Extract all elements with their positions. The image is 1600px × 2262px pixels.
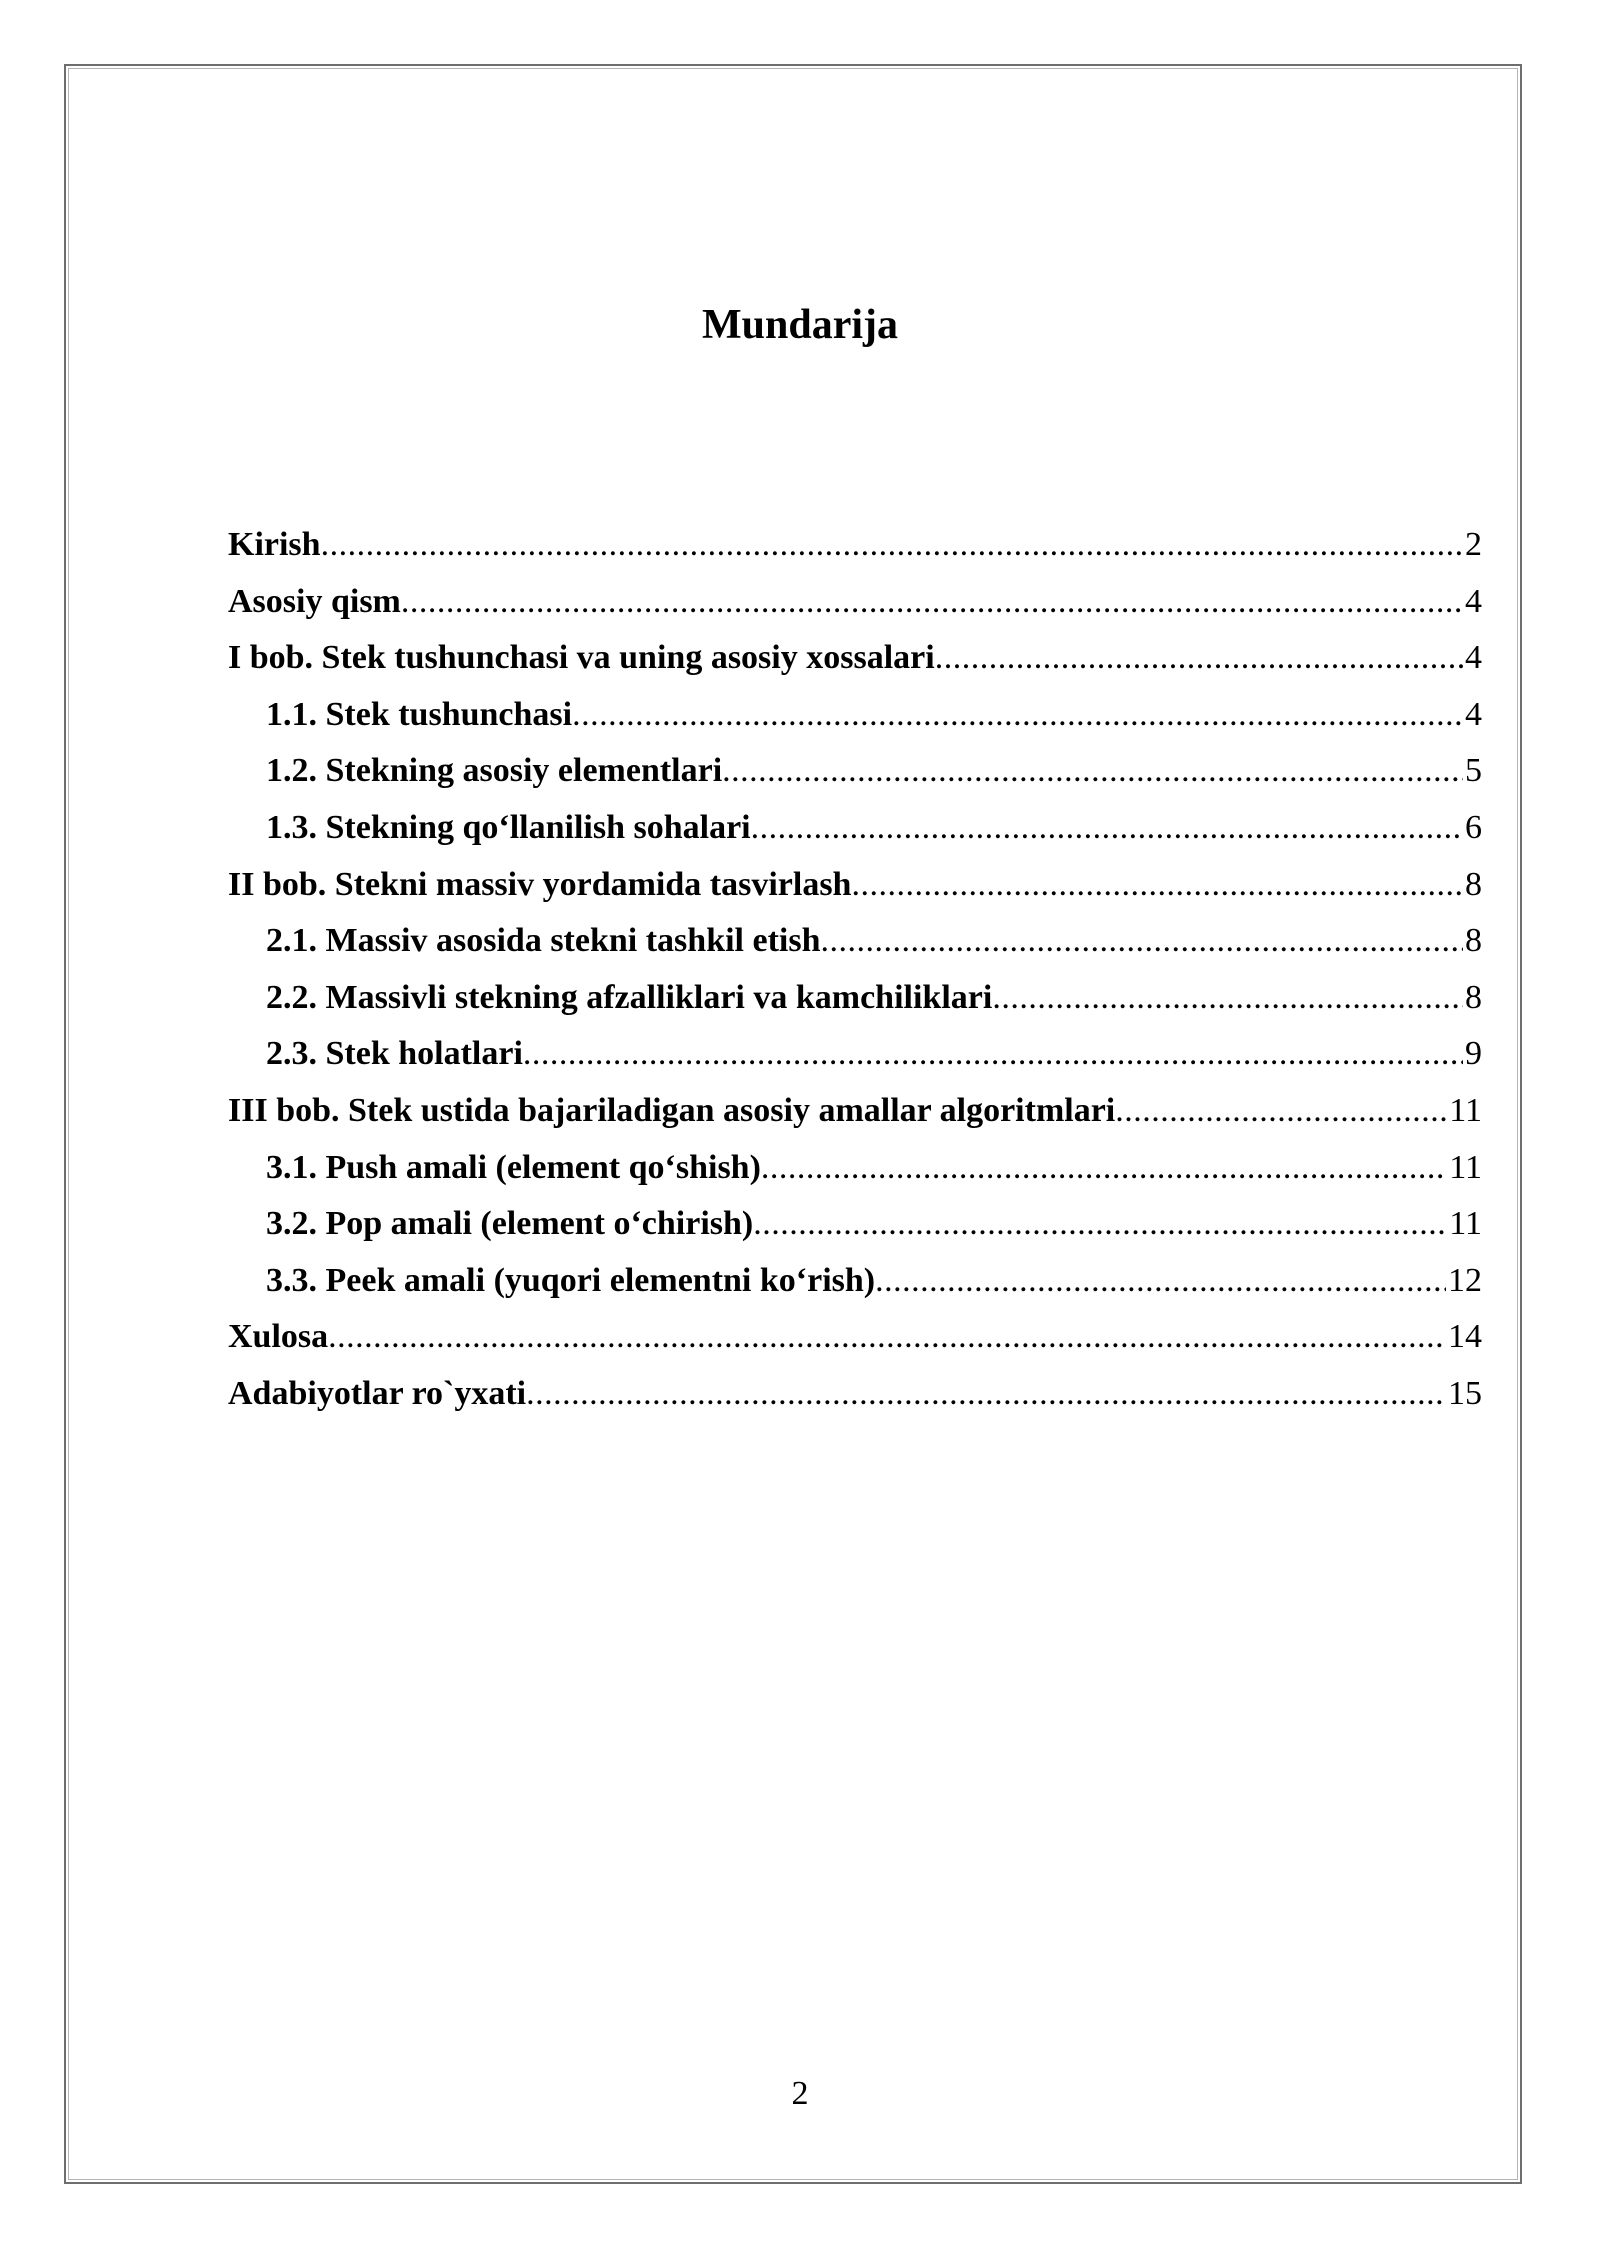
toc-entry-section-1-2[interactable]	[228, 743, 1482, 800]
toc-entry-label: 2.2. Massivli stekning afzalliklari va kamchiliklari	[266, 978, 993, 1016]
toc-dot-leader	[523, 1026, 1463, 1082]
toc-entry-label: 1.1. Stek tushunchasi	[266, 695, 573, 733]
toc-entry-chapter-3[interactable]	[228, 1083, 1482, 1140]
toc-entry-page: 5	[1465, 752, 1482, 790]
toc-entry-page: 11	[1449, 1148, 1482, 1186]
toc-dot-leader	[401, 574, 1463, 630]
toc-entry-section-2-1[interactable]	[228, 913, 1482, 970]
toc-dot-leader	[321, 517, 1463, 573]
toc-entry-label: Xulosa	[228, 1318, 329, 1356]
toc-entry-page: 8	[1465, 922, 1482, 960]
toc-entry-page: 8	[1465, 865, 1482, 903]
toc-entry-label: 3.3. Peek amali (yuqori elementni ko‘rish)	[266, 1261, 876, 1299]
toc-entry-page: 15	[1448, 1374, 1482, 1412]
toc-dot-leader	[761, 1140, 1447, 1196]
toc-entry-xulosa[interactable]	[228, 1309, 1482, 1366]
toc-entry-label: 1.2. Stekning asosiy elementlari	[266, 752, 723, 790]
toc-dot-leader	[821, 913, 1464, 969]
toc-entry-label: Kirish	[228, 526, 321, 563]
toc-entry-section-2-3[interactable]	[228, 1026, 1482, 1083]
toc-entry-page: 4	[1465, 695, 1482, 733]
toc-entry-section-1-3[interactable]	[228, 800, 1482, 857]
toc-dot-leader	[1115, 1083, 1447, 1139]
toc-entry-label: 3.1. Push amali (element qo‘shish)	[266, 1148, 761, 1186]
toc-entry-page: 9	[1465, 1035, 1482, 1073]
toc-entry-label: 1.3. Stekning qo‘llanilish sohalari	[266, 808, 751, 846]
toc-dot-leader	[526, 1366, 1446, 1422]
toc-entry-page: 11	[1449, 1091, 1482, 1129]
toc-entry-chapter-1[interactable]	[228, 630, 1482, 687]
toc-entry-page: 8	[1465, 978, 1482, 1016]
toc-dot-leader	[992, 970, 1463, 1026]
toc-entry-label: 3.2. Pop amali (element o‘chirish)	[266, 1205, 754, 1243]
toc-dot-leader	[935, 630, 1463, 686]
toc-entry-page: 11	[1449, 1205, 1482, 1243]
toc-entry-section-3-2[interactable]	[228, 1196, 1482, 1253]
toc-entry-page: 4	[1465, 582, 1482, 620]
toc-dot-leader	[722, 743, 1463, 799]
toc-entry-page: 6	[1465, 808, 1482, 846]
toc-entry-label: Asosiy qism	[228, 582, 401, 620]
page-number: 2	[791, 2075, 809, 2112]
toc-dot-leader	[328, 1309, 1446, 1365]
toc-entry-label: I bob. Stek tushunchasi va uning asosiy xossalari	[228, 639, 935, 677]
toc-entry-page: 2	[1465, 526, 1482, 563]
toc-entry-page: 14	[1448, 1318, 1482, 1356]
toc-entry-asosiy-qism[interactable]	[228, 574, 1482, 631]
toc-entry-label: III bob. Stek ustida bajariladigan asosiy amallar algoritmlari	[228, 1091, 1116, 1129]
toc-entry-label: 2.3. Stek holatlari	[266, 1035, 523, 1073]
toc-entry-label: II bob. Stekni massiv yordamida tasvirlash	[228, 865, 852, 903]
toc-entry-kirish[interactable]	[228, 517, 1482, 574]
toc-dot-leader	[851, 857, 1463, 913]
toc-dot-leader	[572, 687, 1463, 743]
toc-entry-section-2-2[interactable]	[228, 970, 1482, 1027]
toc-entry-section-3-3[interactable]	[228, 1253, 1482, 1310]
table-of-contents	[228, 517, 1482, 1423]
toc-entry-label: Adabiyotlar ro`yxati	[228, 1374, 527, 1412]
toc-entry-adabiyotlar[interactable]	[228, 1366, 1482, 1423]
toc-entry-chapter-2[interactable]	[228, 857, 1482, 914]
toc-dot-leader	[753, 1196, 1447, 1252]
toc-entry-page: 12	[1448, 1261, 1482, 1299]
toc-entry-section-3-1[interactable]	[228, 1140, 1482, 1197]
toc-dot-leader	[875, 1253, 1446, 1309]
toc-entry-section-1-1[interactable]	[228, 687, 1482, 744]
toc-entry-label: 2.1. Massiv asosida stekni tashkil etish	[266, 922, 821, 960]
page-title: Mundarija	[701, 302, 898, 348]
toc-entry-page: 4	[1465, 639, 1482, 677]
toc-dot-leader	[751, 800, 1463, 856]
